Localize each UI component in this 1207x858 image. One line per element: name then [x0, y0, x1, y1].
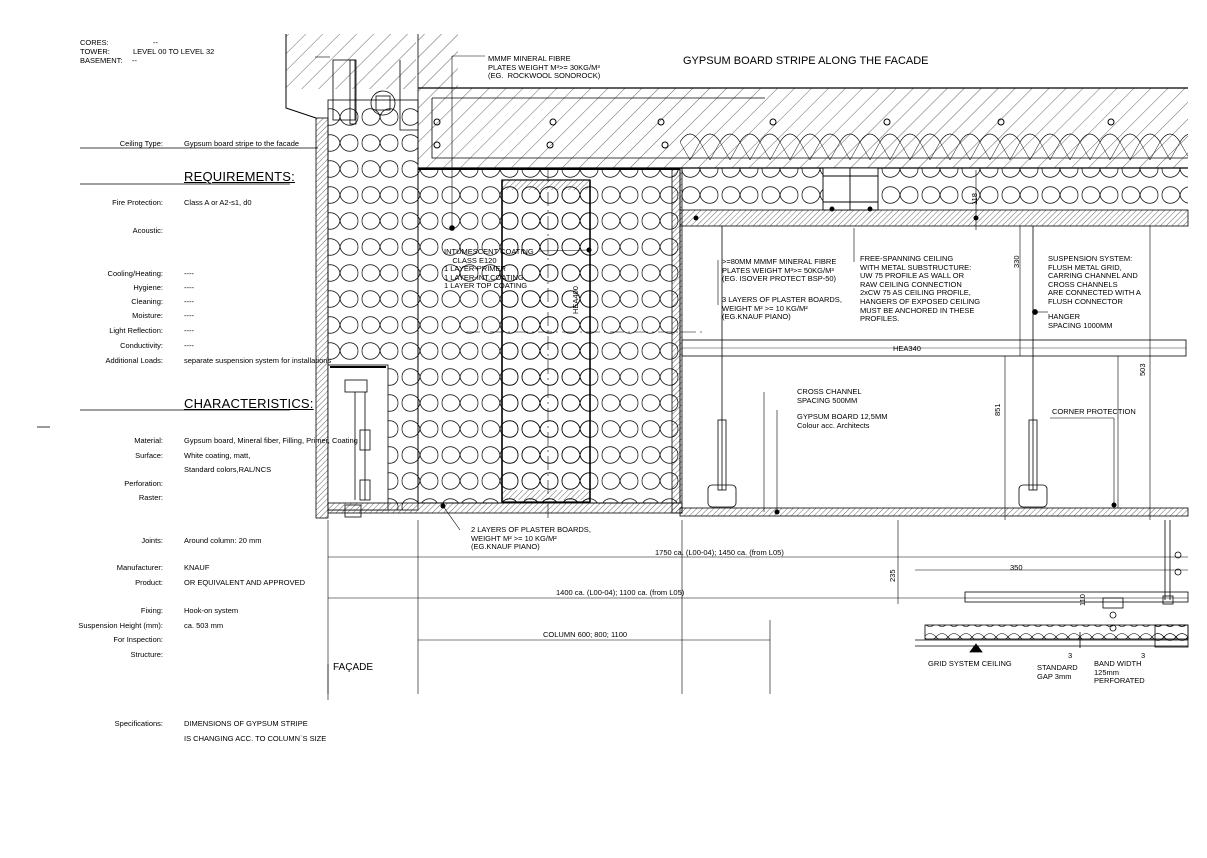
cores-value: --: [153, 38, 158, 47]
char-label: Surface:: [135, 451, 163, 460]
char-label: Suspension Height (mm):: [78, 621, 163, 630]
req-label: Additional Loads:: [105, 356, 163, 365]
char-value: Standard colors,RAL/NCS: [184, 465, 272, 474]
char-label: Material:: [134, 436, 163, 445]
hea340-beam: [682, 340, 1186, 356]
dim-1750: 1750 ca. (L00-04); 1450 ca. (from L05): [655, 548, 784, 557]
req-label: Acoustic:: [132, 226, 163, 235]
note-intumescent: INTUMESCENT COATING CLASS E120 1 LAYER-PRIMER 1 LAYER-INT.COATING 1 LAYER TOP COATING: [444, 247, 534, 291]
dim-235: 235: [888, 569, 897, 582]
req-label: Hygiene:: [133, 283, 163, 292]
tower-value: LEVEL 00 TO LEVEL 32: [133, 47, 215, 56]
char-value: White coating, matt,: [184, 451, 251, 460]
note-free-spanning: FREE-SPANNING CEILING WITH METAL SUBSTRUCTURE: UW 75 PROFILE AS WALL OR RAW CEILING CONNECTION 2xCW 75 AS CEILING PROFILE, HANGERS OF EXPOSED CEILING MUST BE ANCHORED IN THESE PROFILES.: [860, 254, 981, 324]
req-label: Moisture:: [132, 311, 163, 320]
char-label: Perforation:: [124, 479, 163, 488]
req-label: Cleaning:: [131, 297, 163, 306]
dim-350: 350: [1010, 563, 1023, 572]
req-value: ----: [184, 297, 194, 306]
char-label: Structure:: [130, 650, 163, 659]
req-value: ----: [184, 341, 194, 350]
req-label: Conductivity:: [120, 341, 163, 350]
note-cross-channel: CROSS CHANNEL SPACING 500MM: [797, 387, 862, 405]
req-value: ----: [184, 283, 194, 292]
specifications-line1: DIMENSIONS OF GYPSUM STRIPE: [184, 719, 308, 728]
note-three-layers: 3 LAYERS OF PLASTER BOARDS, WEIGHT M² >= 10 KG/M² (EG.KNAUF PIANO): [722, 295, 842, 322]
dim-503: 503: [1138, 363, 1147, 376]
dim-hea400: HEA400: [571, 286, 580, 314]
note-facade: FAÇADE: [333, 662, 374, 673]
char-label: Raster:: [138, 493, 163, 502]
char-label: Joints:: [141, 536, 163, 545]
req-value: separate suspension system for installations: [184, 356, 332, 365]
dim-hea340: HEA340: [893, 344, 921, 353]
note-gypsum-board: GYPSUM BOARD 12,5MM Colour acc. Architects: [797, 412, 888, 430]
requirements-heading: REQUIREMENTS:: [184, 169, 295, 184]
char-label: Manufacturer:: [116, 563, 163, 572]
specifications-label: Specifications:: [114, 719, 163, 728]
grid-ceiling-detail: [915, 520, 1188, 652]
note-mineral-fibre-top: MMMF MINERAL FIBRE PLATES WEIGHT M³>= 30KG/M³ (EG. ROCKWOOL SONOROCK): [488, 54, 601, 81]
note-corner-protection: CORNER PROTECTION: [1052, 407, 1136, 416]
char-value: KNAUF: [184, 563, 210, 572]
char-label: Fixing:: [140, 606, 163, 615]
req-value: ----: [184, 269, 194, 278]
page-title: GYPSUM BOARD STRIPE ALONG THE FACADE: [683, 55, 929, 67]
char-value: Hook-on system: [184, 606, 239, 615]
dim-110: 110: [1078, 594, 1087, 606]
char-value: Around column: 20 mm: [184, 536, 262, 545]
dim-column: COLUMN 600; 800; 1100: [543, 630, 628, 639]
dim-3a: 3: [1068, 651, 1073, 660]
char-value: OR EQUIVALENT AND APPROVED: [184, 578, 306, 587]
char-value: Gypsum board, Mineral fiber, Filling, Primer, Coating: [184, 436, 358, 445]
dim-3b: 3: [1141, 651, 1146, 660]
specifications-line2: IS CHANGING ACC. TO COLUMN`S SIZE: [184, 734, 327, 743]
char-label: Product:: [135, 578, 163, 587]
characteristics-heading: CHARACTERISTICS:: [184, 396, 314, 411]
note-band-width: BAND WIDTH 125mm PERFORATED: [1094, 659, 1145, 686]
note-two-layers: 2 LAYERS OF PLASTER BOARDS, WEIGHT M² >= 10 KG/M² (EG.KNAUF PIANO): [471, 525, 591, 552]
note-grid-system: GRID SYSTEM CEILING: [928, 659, 1012, 668]
req-value: Class A or A2-s1, d0: [184, 198, 252, 207]
ceiling-type-value: Gypsum board stripe to the facade: [184, 139, 300, 148]
req-value: ----: [184, 311, 194, 320]
req-label: Light Reflection:: [109, 326, 163, 335]
basement-label: BASEMENT:: [80, 56, 123, 65]
column-cladding: [418, 168, 680, 509]
req-label: Fire Protection:: [112, 198, 163, 207]
req-label: Cooling/Heating:: [107, 269, 163, 278]
req-value: ----: [184, 326, 194, 335]
plaster-layers: [680, 210, 1188, 226]
dim-851: 851: [993, 403, 1002, 416]
dim-118: 118: [970, 193, 979, 205]
note-standard-gap: STANDARD GAP 3mm: [1037, 663, 1078, 681]
ceiling-type-label: Ceiling Type:: [119, 139, 163, 148]
char-value: ca. 503 mm: [184, 621, 224, 630]
note-suspension: SUSPENSION SYSTEM: FLUSH METAL GRID, CARRING CHANNEL AND CROSS CHANNELS ARE CONNECTED WITH A FLUSH CONNECTOR: [1048, 254, 1141, 306]
tower-label: TOWER:: [80, 47, 110, 56]
char-label: For Inspection:: [113, 635, 163, 644]
basement-value: --: [132, 56, 137, 65]
dim-1400: 1400 ca. (L00-04); 1100 ca. (from L05): [556, 588, 685, 597]
cores-label: CORES:: [80, 38, 109, 47]
facade-wall: [286, 34, 418, 518]
dim-330: 330: [1012, 255, 1021, 268]
note-hanger: HANGER SPACING 1000MM: [1048, 312, 1113, 330]
note-mineral-fibre-80: >=80MM MMMF MINERAL FIBRE PLATES WEIGHT M³>= 50KG/M³ (EG. ISOVER PROTECT BSP-50): [722, 257, 837, 284]
steel-connector: [823, 168, 878, 211]
